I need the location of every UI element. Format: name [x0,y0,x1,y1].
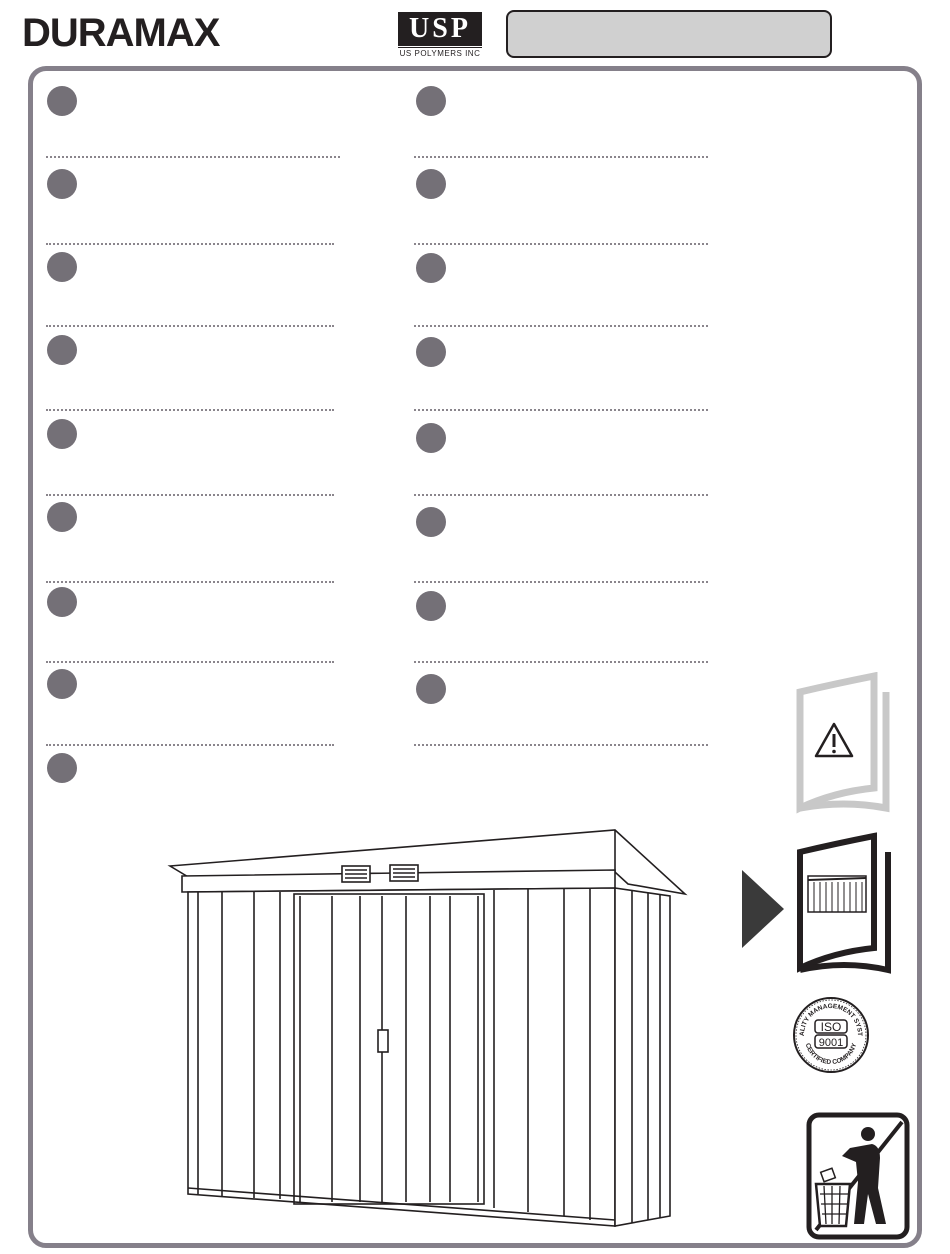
dispose-properly-icon [806,1112,910,1240]
separator [46,156,340,158]
language-bullet [47,419,77,449]
separator [46,661,334,663]
language-bullet [47,669,77,699]
language-bullet [47,753,77,783]
separator [414,325,708,327]
language-bullet [416,86,446,116]
separator [46,325,334,327]
language-bullet [416,169,446,199]
language-bullet [47,335,77,365]
usp-subtitle: US POLYMERS INC [399,49,481,58]
language-bullet [47,169,77,199]
separator [414,661,708,663]
usp-logo-text: USP [398,12,482,46]
svg-text:CERTIFIED COMPANY: CERTIFIED COMPANY [803,1042,859,1067]
separator [46,744,334,746]
separator [414,409,708,411]
language-bullet [416,674,446,704]
separator [414,494,708,496]
duramax-logo-text: DURAMAX [22,11,220,55]
separator [46,243,334,245]
separator [414,243,708,245]
language-bullet [47,587,77,617]
language-bullet [416,423,446,453]
language-bullet [416,253,446,283]
separator [46,581,334,583]
model-label-box [506,10,832,58]
language-bullet [47,502,77,532]
svg-text:9001: 9001 [818,1037,844,1049]
play-arrow-icon [740,868,786,950]
usp-logo [398,12,482,60]
language-bullet [416,507,446,537]
language-bullet [47,86,77,116]
duramax-logo [22,8,322,60]
separator [414,581,708,583]
separator [414,156,708,158]
iso-9001-badge-icon [792,996,870,1074]
svg-text:QUALITY MANAGEMENT SYSTEM: ALITY MANAGEMENT SYST [798,1002,864,1037]
separator [46,409,334,411]
separator [414,744,708,746]
assembly-manual-icon [794,830,898,976]
language-bullet [47,252,77,282]
language-bullet [416,337,446,367]
separator [46,494,334,496]
language-bullet [416,591,446,621]
shed-illustration [160,826,700,1236]
warning-manual-icon [794,672,898,814]
svg-text:ISO: ISO [820,1020,842,1034]
